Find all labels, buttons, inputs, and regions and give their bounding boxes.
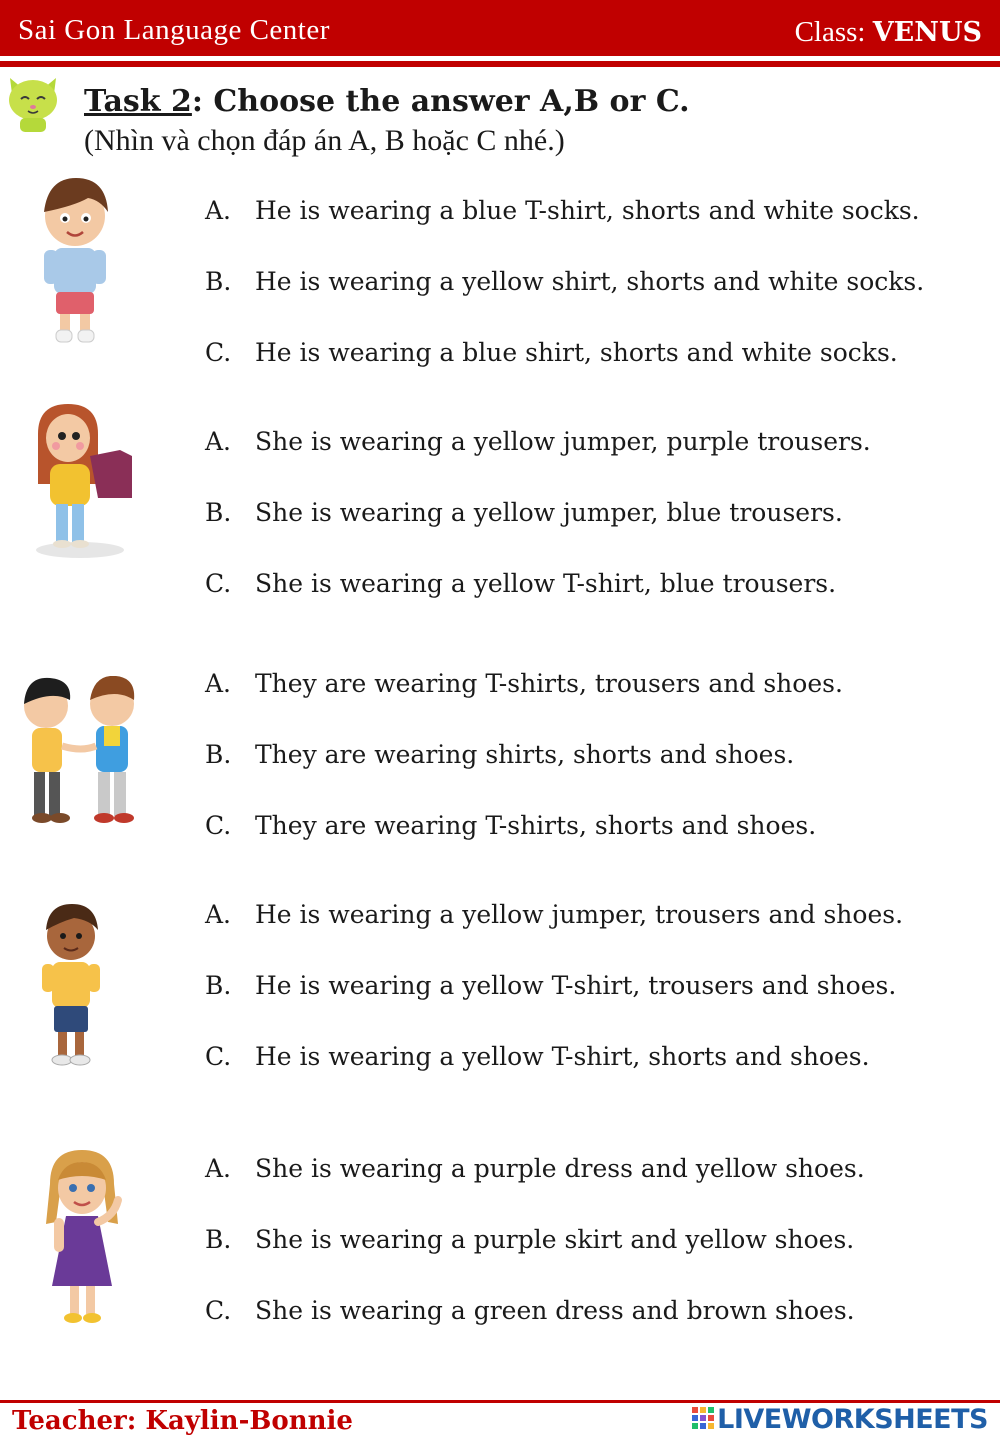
cat-mascot-icon	[4, 72, 62, 134]
option-b[interactable]	[205, 740, 794, 769]
option-letter: B.	[205, 267, 232, 296]
two-boys-icon	[14, 676, 154, 828]
option-text: He is wearing a yellow T-shirt, trousers and shoes.	[255, 971, 897, 1000]
option-letter: C.	[205, 569, 232, 598]
option-c[interactable]	[205, 1042, 870, 1071]
option-text: She is wearing a yellow T-shirt, blue trousers.	[255, 569, 837, 598]
brand-wordmark: LIVEWORKSHEETS	[717, 1404, 988, 1435]
option-letter: A.	[205, 1154, 232, 1183]
class-label: Class:	[794, 16, 866, 48]
option-c[interactable]	[205, 1296, 855, 1325]
option-text: They are wearing T-shirts, trousers and shoes.	[255, 669, 843, 698]
option-letter: A.	[205, 427, 232, 456]
header-bar	[0, 0, 1000, 56]
option-text: She is wearing a yellow jumper, purple trousers.	[255, 427, 871, 456]
option-letter: B.	[205, 971, 232, 1000]
option-text: She is wearing a purple skirt and yellow shoes.	[255, 1225, 855, 1254]
option-text: He is wearing a yellow shirt, shorts and white socks.	[255, 267, 925, 296]
school-name: Sai Gon Language Center	[18, 14, 330, 46]
option-letter: C.	[205, 338, 232, 367]
option-b[interactable]	[205, 1225, 854, 1254]
option-letter: A.	[205, 900, 232, 929]
footer-divider	[0, 1400, 1000, 1403]
option-text: They are wearing shirts, shorts and shoes.	[255, 740, 795, 769]
option-b[interactable]	[205, 971, 896, 1000]
option-text: He is wearing a yellow jumper, trousers and shoes.	[255, 900, 904, 929]
task-label: Task 2	[84, 84, 192, 119]
option-letter: A.	[205, 196, 232, 225]
option-b[interactable]	[205, 267, 924, 296]
option-letter: C.	[205, 811, 232, 840]
girl-yellow-jumper-icon	[20, 404, 140, 560]
boy-blue-shirt-icon	[30, 178, 120, 348]
option-letter: B.	[205, 1225, 232, 1254]
option-a[interactable]	[205, 900, 903, 929]
task-title-text: : Choose the answer A,B or C.	[191, 84, 690, 119]
option-c[interactable]	[205, 569, 836, 598]
task-title	[84, 84, 690, 119]
option-text: He is wearing a blue shirt, shorts and white socks.	[255, 338, 898, 367]
boy-yellow-tshirt-icon	[36, 904, 106, 1070]
option-text: He is wearing a blue T-shirt, shorts and white socks.	[255, 196, 920, 225]
option-a[interactable]	[205, 669, 843, 698]
option-a[interactable]	[205, 427, 871, 456]
option-c[interactable]	[205, 338, 898, 367]
task-subtitle: (Nhìn và chọn đáp án A, B hoặc C nhé.)	[84, 124, 565, 157]
option-letter: C.	[205, 1296, 232, 1325]
option-text: She is wearing a green dress and brown shoes.	[255, 1296, 855, 1325]
option-c[interactable]	[205, 811, 816, 840]
class-info	[795, 16, 982, 49]
header-divider	[0, 61, 1000, 67]
option-letter: B.	[205, 740, 232, 769]
option-a[interactable]	[205, 196, 920, 225]
girl-purple-dress-icon	[36, 1150, 126, 1330]
option-a[interactable]	[205, 1154, 865, 1183]
option-text: She is wearing a yellow jumper, blue trousers.	[255, 498, 843, 527]
liveworksheets-logo-icon	[692, 1407, 714, 1433]
option-letter: A.	[205, 669, 232, 698]
option-text: He is wearing a yellow T-shirt, shorts and shoes.	[255, 1042, 870, 1071]
teacher-name: Teacher: Kaylin-Bonnie	[12, 1406, 353, 1436]
option-b[interactable]	[205, 498, 843, 527]
liveworksheets-brand[interactable]	[692, 1404, 988, 1435]
option-text: They are wearing T-shirts, shorts and shoes.	[255, 811, 817, 840]
option-letter: B.	[205, 498, 232, 527]
option-text: She is wearing a purple dress and yellow shoes.	[255, 1154, 865, 1183]
option-letter: C.	[205, 1042, 232, 1071]
class-value: VENUS	[872, 17, 982, 48]
